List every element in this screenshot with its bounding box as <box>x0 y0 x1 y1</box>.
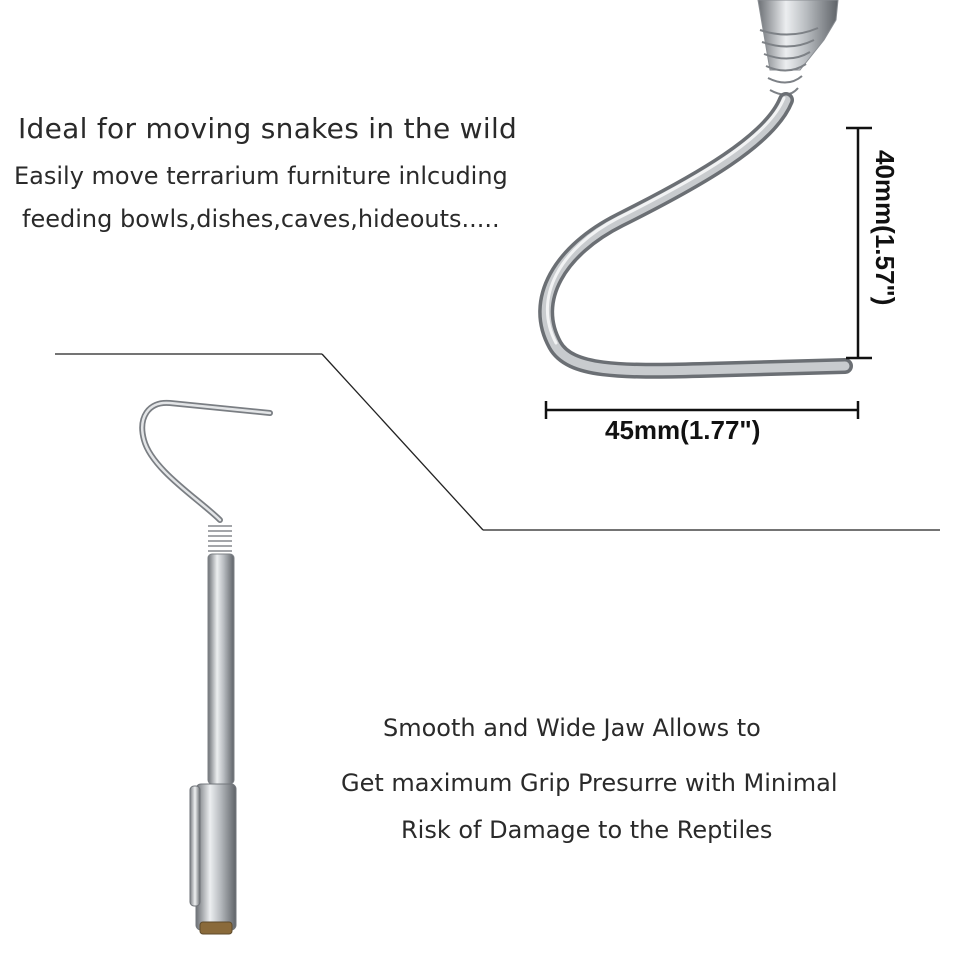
small-spring <box>208 526 232 551</box>
width-dimension-label: 45mm(1.77") <box>605 415 761 445</box>
pointer-lines <box>55 354 940 530</box>
end-cap <box>200 922 232 934</box>
pocket-clip <box>190 786 200 906</box>
top-line-3: feeding bowls,dishes,caves,hideouts..... <box>22 205 500 233</box>
top-line-2: Easily move terrarium furniture inlcuding <box>14 162 508 190</box>
height-dimension-label: 40mm(1.57") <box>870 150 900 306</box>
bottom-line-3: Risk of Damage to the Reptiles <box>401 816 773 844</box>
pointer-line-diagonal <box>322 354 483 530</box>
bottom-line-1: Smooth and Wide Jaw Allows to <box>383 714 761 742</box>
telescoping-hook <box>142 403 270 934</box>
bottom-line-2: Get maximum Grip Presurre with Minimal <box>341 769 838 797</box>
hook-closeup <box>546 0 845 371</box>
top-headline: Ideal for moving snakes in the wild <box>18 112 518 145</box>
